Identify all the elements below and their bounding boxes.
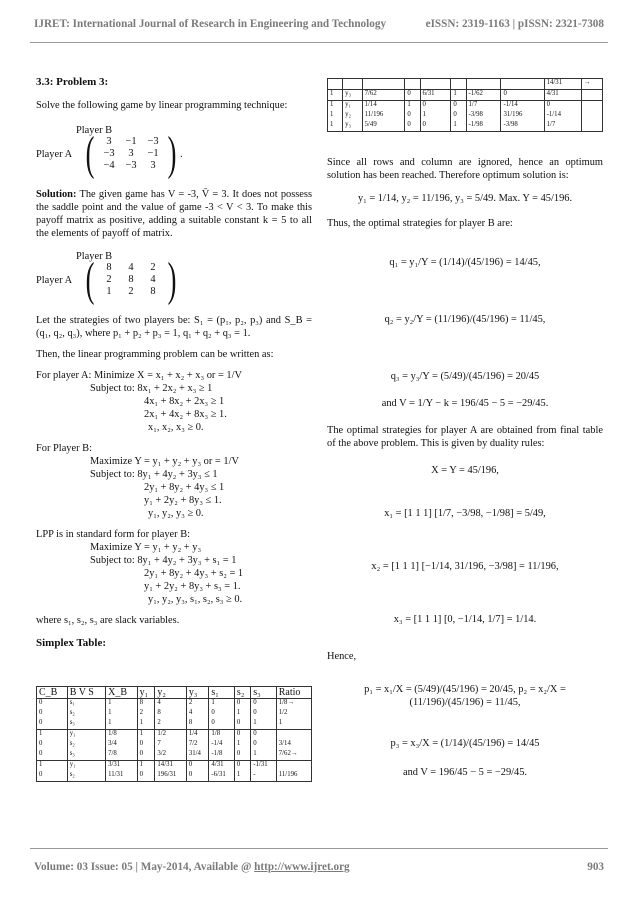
table-cell: 8 [155, 709, 186, 719]
table-cell: y₁ [67, 761, 105, 772]
table-cell: 1 [106, 719, 138, 730]
table-cell: 0 [451, 111, 466, 121]
table-row [37, 730, 312, 741]
v-final-eq: and V = 196/45 − 5 = −29/45. [402, 767, 528, 778]
table-cell: 6/31 [420, 90, 451, 101]
table-cell: 0 [234, 719, 250, 730]
simplex-table-part-1 [36, 686, 312, 782]
table-cell: 4 [155, 699, 186, 710]
table-cell: 1 [251, 719, 277, 730]
q3-eq: q₃ = y₃/Y = (5/49)/(45/196) = 20/45 [390, 371, 540, 382]
table-cell: 4 [186, 709, 209, 719]
table-row [37, 771, 312, 782]
player-b-label-text: For Player B: [36, 443, 92, 454]
matrix-cell: 4 [150, 274, 156, 285]
constraint: y₁, y₂, y₃ ≥ 0. [148, 508, 204, 519]
table-cell: 0 [251, 740, 277, 750]
table-cell: 0 [251, 730, 277, 741]
table-cell [420, 79, 451, 90]
table-cell: 1 [37, 761, 68, 772]
table-cell: 1 [137, 719, 155, 730]
std-constraints [36, 554, 312, 606]
matrix-cell: 8 [106, 262, 112, 273]
constraint: x₁, x₂, x₃ ≥ 0. [148, 422, 204, 433]
table-header-cell: s₂ [234, 687, 250, 699]
player-b-constraints [36, 468, 312, 520]
table-cell: 7/8 [106, 750, 138, 761]
x-eq: X = Y = 45/196, [431, 465, 499, 476]
table-cell: -3/98 [501, 121, 544, 132]
right-column [327, 156, 603, 779]
solution-paragraph [36, 188, 312, 240]
matrix-cell: 4 [128, 262, 134, 273]
table-header-cell: X_B [106, 687, 138, 699]
table-cell: 1 [106, 699, 138, 710]
table-cell [581, 121, 602, 132]
table-cell: 1/7 [544, 121, 581, 132]
table-cell: 1/2 [155, 730, 186, 741]
table-cell: 11/196 [276, 771, 311, 782]
table-cell: 0 [137, 750, 155, 761]
matrix-cell: 3 [150, 160, 156, 171]
footer-rule [30, 848, 608, 849]
constraint: Subject to: 8y₁ + 4y₂ + 3y₃ + s₁ = 1 [90, 555, 237, 566]
x1-eq: x₁ = [1 1 1] [1/7, −3/98, −1/98] = 5/49, [384, 508, 546, 519]
table-cell: 0 [209, 709, 235, 719]
constraint: y₁, y₂, y₃, s₁, s₂, s₃ ≥ 0. [148, 594, 243, 605]
table-cell: 7/2 [186, 740, 209, 750]
table-cell: s₃ [67, 750, 105, 761]
table-cell: 0 [501, 90, 544, 101]
matrix-cell: −4 [103, 160, 115, 171]
constraint: 2y₁ + 8y₂ + 4y₃ ≤ 1 [144, 482, 225, 493]
player-b-label-2: Player B [76, 251, 113, 262]
matrix-1-values [98, 136, 164, 172]
table-cell: y₁ [67, 730, 105, 741]
table-cell: y₁ [343, 101, 362, 112]
player-a-constraints [36, 382, 312, 434]
table-row [328, 79, 603, 90]
matrix-cell: 3 [106, 136, 112, 147]
table-row [328, 90, 603, 101]
table-cell: s₃ [67, 719, 105, 730]
q2-eq: q₂ = y₂/Y = (11/196)/(45/196) = 11/45, [384, 314, 546, 325]
table-cell: 0 [251, 699, 277, 710]
table-cell: 8 [137, 699, 155, 710]
table-cell: 0 [234, 730, 250, 741]
table-cell: -1/62 [466, 90, 501, 101]
optimal-solution: y₁ = 1/14, y₂ = 11/196, y₃ = 5/49. Max. Y = 45/196. [357, 193, 573, 204]
matrix-cell: −3 [147, 136, 159, 147]
table-cell: 0 [405, 121, 420, 132]
table-header-cell: Ratio [276, 687, 311, 699]
matrix-cell: −1 [125, 136, 137, 147]
constraint: 4x₁ + 8x₂ + 2x₃ ≥ 1 [144, 396, 225, 407]
std-form-intro: LPP is in standard form for player B: [36, 529, 191, 540]
table-cell: 1 [234, 709, 250, 719]
table-cell: -1/8 [209, 750, 235, 761]
table-cell: 5/49 [362, 121, 405, 132]
table-cell: 11/196 [362, 111, 405, 121]
constraint: Subject to: 8y₁ + 4y₂ + 3y₃ ≤ 1 [90, 469, 218, 480]
journal-link[interactable]: http://www.ijret.org [254, 861, 350, 873]
table-cell: 4/31 [209, 761, 235, 772]
matrix-cell: 2 [128, 286, 134, 297]
table-cell: 0 [39, 771, 43, 778]
table-cell: -1/98 [466, 121, 501, 132]
hence-text: Hence, [327, 651, 357, 662]
page-footer [34, 861, 604, 873]
table-cell: 1 [328, 90, 343, 101]
table-cell: 2 [155, 719, 186, 730]
table-cell: s₂ [67, 771, 105, 782]
table-header-cell: s₃ [251, 687, 277, 699]
table-cell: 0 [37, 699, 68, 710]
table-row [37, 699, 312, 710]
strategies-text: Let the strategies of two players be: S₁ = (p₁, p₂, p₃) and S_B = (q₁, q₂, q₃), where p₁ + p₂ + p₃ = 1, q₁ + q₂ + q₃ = 1. [36, 315, 312, 339]
table-cell: 1/8→ [276, 699, 311, 710]
table-cell [581, 90, 602, 101]
constraint: y₁ + 2y₂ + 8y₃ + s₃ = 1. [144, 581, 241, 592]
table-header-cell: y₂ [155, 687, 186, 699]
table-cell [343, 79, 362, 90]
table-cell: 3/4 [106, 740, 138, 750]
table-cell: 2 [186, 699, 209, 710]
table-cell: -3/98 [466, 111, 501, 121]
table-cell: 0 [186, 761, 209, 772]
table-cell: 1 [234, 740, 250, 750]
player-a-label: Player A [36, 149, 73, 160]
payoff-matrix-2: Player B Player A ( 8 4 2 2 8 4 1 2 8 ) [36, 251, 177, 306]
table-cell: 0 [39, 750, 43, 757]
issn-info: eISSN: 2319-1163 | pISSN: 2321-7308 [425, 18, 604, 30]
payoff-matrix-1: Player B Player A ( 3 −1 −3 −3 3 −1 −4 −3 3 ) . [36, 125, 183, 180]
table-row [328, 101, 603, 112]
table-cell [451, 79, 466, 90]
simplex-table-part-2 [327, 78, 603, 132]
table-cell: -1/14 [501, 101, 544, 112]
table-cell: 0 [209, 719, 235, 730]
matrix-cell: −3 [125, 160, 137, 171]
table-header-cell: B V S [67, 687, 105, 699]
table-cell: s₂ [67, 709, 105, 719]
table-cell: -1/4 [209, 740, 235, 750]
strat-a-text: The optimal strategies for player A are obtained from final table of the above problem. This is given by duality rules: [327, 425, 603, 449]
slack-note: where s₁, s₂, s₃ are slack variables. [36, 615, 180, 626]
table-cell: 0 [137, 771, 155, 782]
table-cell [466, 79, 501, 90]
intro-text: Solve the following game by linear programming technique: [36, 100, 288, 111]
table-header-cell: s₁ [209, 687, 235, 699]
table-cell: 1 [405, 101, 420, 112]
table-cell [276, 730, 311, 741]
table-cell: 1 [276, 719, 311, 730]
player-b-objective: Maximize Y = y₁ + y₂ + y₃ or = 1/V [90, 456, 239, 467]
table-cell: 7 [155, 740, 186, 750]
p3-eq: p₃ = x₃/X = (1/14)/(45/196) = 14/45 [390, 738, 540, 749]
matrix-cell: 8 [128, 274, 134, 285]
matrix-cell: 3 [128, 148, 134, 159]
matrix-2-values [98, 262, 164, 298]
table-row [328, 111, 603, 121]
table-row [37, 709, 312, 719]
table-cell: -6/31 [209, 771, 235, 782]
table-cell: 0 [544, 101, 581, 112]
table-row [37, 740, 312, 750]
player-a-label-2: Player A [36, 275, 73, 286]
table-cell: -1/31 [251, 761, 277, 772]
x3-eq: x₃ = [1 1 1] [0, −1/14, 1/7] = 1/14. [393, 614, 537, 625]
table-cell: 1/4 [186, 730, 209, 741]
matrix-cell: 2 [106, 274, 112, 285]
table-cell: 0 [451, 101, 466, 112]
table-cell: 0 [234, 761, 250, 772]
table-cell [362, 79, 405, 90]
table-cell: 1/14 [362, 101, 405, 112]
table-cell: 1 [451, 90, 466, 101]
table-cell: 2 [137, 709, 155, 719]
table-cell [501, 79, 544, 90]
matrix-cell: 8 [150, 286, 156, 297]
table-cell: 0 [137, 740, 155, 750]
table-row [37, 750, 312, 761]
table-cell: 0 [420, 101, 451, 112]
table-row [328, 121, 603, 132]
constraint: Subject to: 8x₁ + 2x₂ + x₃ ≥ 1 [90, 383, 213, 394]
table-cell: 0 [186, 771, 209, 782]
table-cell: 3/14 [276, 740, 311, 750]
table-cell: 3/2 [155, 750, 186, 761]
table-cell: 0 [234, 750, 250, 761]
table-cell: 8 [186, 719, 209, 730]
table-cell: 1 [234, 771, 250, 782]
table-cell [328, 79, 343, 90]
table-cell: 0 [251, 709, 277, 719]
table-cell: 31/196 [501, 111, 544, 121]
journal-title: IJRET: International Journal of Research in Engineering and Technology [34, 18, 387, 30]
page-header [34, 12, 604, 36]
table-cell: 3/31 [106, 761, 138, 772]
matrix-cell: −3 [103, 148, 115, 159]
table-cell: 1 [251, 750, 277, 761]
table-cell: 1 [420, 111, 451, 121]
table-cell: 0 [39, 719, 43, 726]
table-cell: 11/31 [106, 771, 138, 782]
table-header-cell: y₁ [137, 687, 155, 699]
solution-label: Solution: [36, 189, 77, 200]
table-cell: 1 [37, 730, 68, 741]
section-title: 3.3: Problem 3: [36, 76, 109, 88]
constraint: y₁ + 2y₂ + 8y₃ ≤ 1. [144, 495, 222, 506]
table-cell: 4/31 [544, 90, 581, 101]
v-eq: and V = 1/Y − k = 196/45 − 5 = −29/45. [381, 398, 549, 409]
table-cell: 1/8 [209, 730, 235, 741]
table-cell: s₁ [67, 699, 105, 710]
table-cell: 14/31 [544, 79, 581, 90]
table-row [37, 719, 312, 730]
table-cell [581, 111, 602, 121]
table-cell: 7/62→ [276, 750, 311, 761]
table-cell: 0 [39, 709, 43, 716]
table-cell: 0 [234, 699, 250, 710]
issue-info: Volume: 03 Issue: 05 | May-2014, Available @ http://www.ijret.org [34, 861, 350, 873]
constraint: 2y₁ + 8y₂ + 4y₃ + s₂ = 1 [144, 568, 244, 579]
std-objective: Maximize Y = y₁ + y₂ + y₃ [90, 542, 202, 553]
header-rule [30, 42, 608, 43]
q1-eq: q₁ = y₁/Y = (1/14)/(45/196) = 14/45, [389, 257, 541, 268]
table-cell: 1 [328, 101, 343, 112]
page-number: 903 [587, 861, 604, 873]
table-cell: 1 [137, 730, 155, 741]
table-cell [581, 101, 602, 112]
table-cell: 0 [39, 740, 43, 747]
matrix-cell: 2 [150, 262, 156, 273]
table-header-cell: C_B [39, 687, 58, 698]
table-cell: 0 [405, 111, 420, 121]
table-cell: 1/8 [106, 730, 138, 741]
table-cell: 1 [330, 121, 334, 128]
table-cell: y₂ [343, 111, 362, 121]
constraint: 2x₁ + 4x₂ + 8x₃ ≥ 1. [144, 409, 227, 420]
table-cell: 31/4 [186, 750, 209, 761]
simplex-title: Simplex Table: [36, 637, 106, 649]
lpp-intro: Then, the linear programming problem can be written as: [36, 349, 274, 360]
player-b-label: Player B [76, 125, 113, 136]
left-column [36, 76, 312, 650]
strat-b-text: Thus, the optimal strategies for player B are: [327, 218, 513, 229]
table-cell: -1/14 [544, 111, 581, 121]
table-cell: 7/62 [362, 90, 405, 101]
table-cell: 1 [209, 699, 235, 710]
table-cell: → [581, 79, 602, 90]
matrix-cell: −1 [147, 148, 159, 159]
table-cell: 1 [106, 709, 138, 719]
p12-eq: p₁ = x₁/X = (5/49)/(45/196) = 20/45, p₂ = x₂/X = (11/196)/(45/196) = 11/45, [364, 684, 566, 708]
table-cell: 0 [405, 90, 420, 101]
table-cell: s₂ [67, 740, 105, 750]
table-cell: 1/2 [276, 709, 311, 719]
table-cell: 1 [451, 121, 466, 132]
x2-eq: x₂ = [1 1 1] [−1/14, 31/196, −3/98] = 11/196, [371, 561, 559, 572]
optimal-text: Since all rows and column are ignored, hence an optimum solution has been reached. Therefore optimum solution is: [327, 157, 603, 181]
table-header-cell: y₃ [186, 687, 209, 699]
table-cell: 0 [420, 121, 451, 132]
table-cell: 1/7 [466, 101, 501, 112]
table-cell: 1 [137, 761, 155, 772]
table-cell: - [251, 771, 277, 782]
matrix-cell: 1 [106, 286, 112, 297]
table-cell: 196/31 [155, 771, 186, 782]
solution-text: The given game has V = -3, V̄ = 3. It does not possess the saddle point and the value of game -3 < V < 3. To make this payoff matrix as positive, adding a suitable constant k = 5 to all the elements of payoff of matrix. [36, 189, 312, 239]
table-cell [405, 79, 420, 90]
player-a-objective: For player A: Minimize X = x₁ + x₂ + x₃ or = 1/V [36, 370, 243, 381]
table-cell: y₃ [343, 121, 362, 132]
table-cell: y₃ [343, 90, 362, 101]
table-cell: 14/31 [155, 761, 186, 772]
table-cell: 1 [330, 111, 334, 118]
table-row [37, 761, 312, 772]
table-cell [276, 761, 311, 772]
